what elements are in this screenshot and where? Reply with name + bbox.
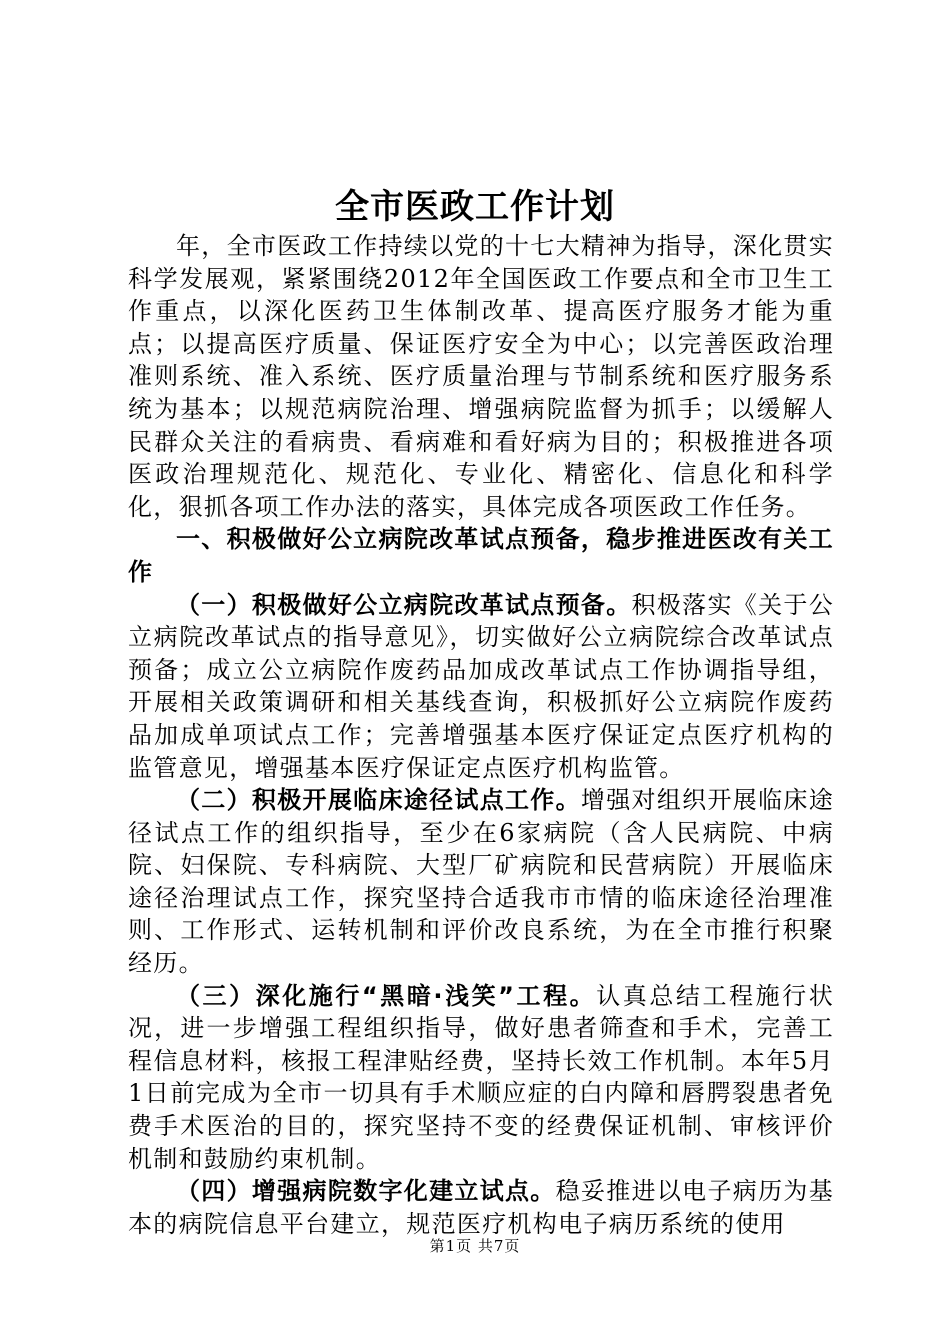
intro-paragraph: 年，全市医政工作持续以党的十七大精神为指导，深化贯实科学发展观，紧紧围绕2012年全国医政工作要点和全市卫生工作重点，以深化医药卫生体制改革、提高医疗服务才能为重点；以提高医疗质量、保证医疗安全为中心；以完善医政治理准则系统、准入系统、医疗质量治理与节制系统和医疗服务系统为基本；以规范病院治理、增强病院监督为抓手；以缓解人民群众关注的看病贵、看病难和看好病为目的；积极推进各项医政治理规范化、规范化、专业化、精密化、信息化和科学化，狠抓各项工作办法的落实，具体完成各项医政工作任务。 — [128, 232, 834, 521]
document-title: 全市医政工作计划 — [335, 187, 615, 227]
item-lead-4: （四）增强病院数字化建立试点。 — [176, 1177, 556, 1206]
page-footer: 第1页 共7页 — [429, 1237, 521, 1255]
item-paragraph-2 — [128, 784, 834, 980]
item-text-3: 认真总结工程施行状况，进一步增强工程组织指导，做好患者筛查和手术，完善工程信息材料，核报工程津贴经费，坚持长效工作机制。本年5月1日前完成为全市一切具有手术顺应症的白内障和唇腭裂患者免费手术医治的目的，探究坚持不变的经费保证机制、审核评价机制和鼓励约束机制。 — [128, 981, 835, 1173]
item-paragraph-3 — [128, 980, 834, 1176]
document-body — [128, 230, 834, 1240]
item-paragraph-4 — [128, 1175, 834, 1240]
item-lead-2: （二）积极开展临床途径试点工作。 — [176, 786, 581, 815]
item-text-4: 稳妥推进以电子病历为基本的病院信息平台建立，规范医疗机构电子病历系统的使用 — [128, 1177, 834, 1238]
section-heading-1: 一、积极做好公立病院改革试点预备，稳步推进医改有关工作 — [128, 525, 834, 586]
item-text-1: 积极落实《关于公立病院改革试点的指导意见》，切实做好公立病院综合改革试点预备；成立公立病院作废药品加成改革试点工作协调指导组，开展相关政策调研和相关基线查询，积极抓好公立病院作废药品加成单项试点工作；完善增强基本医疗保证定点医疗机构的监管意见，增强基本医疗保证定点医疗机构监管。 — [128, 590, 834, 782]
item-lead-1: （一）积极做好公立病院改革试点预备。 — [176, 590, 632, 619]
item-lead-3: （三）深化施行“黑暗·浅笑”工程。 — [176, 981, 597, 1010]
item-paragraph-1 — [128, 589, 834, 785]
item-text-2: 增强对组织开展临床途径试点工作的组织指导，至少在6家病院（含人民病院、中病院、妇保院、专科病院、大型厂矿病院和民营病院）开展临床途径治理试点工作，探究坚持合适我市市情的临床途径治理准则、工作形式、运转机制和评价改良系统，为在全市推行积聚经历。 — [128, 786, 834, 978]
